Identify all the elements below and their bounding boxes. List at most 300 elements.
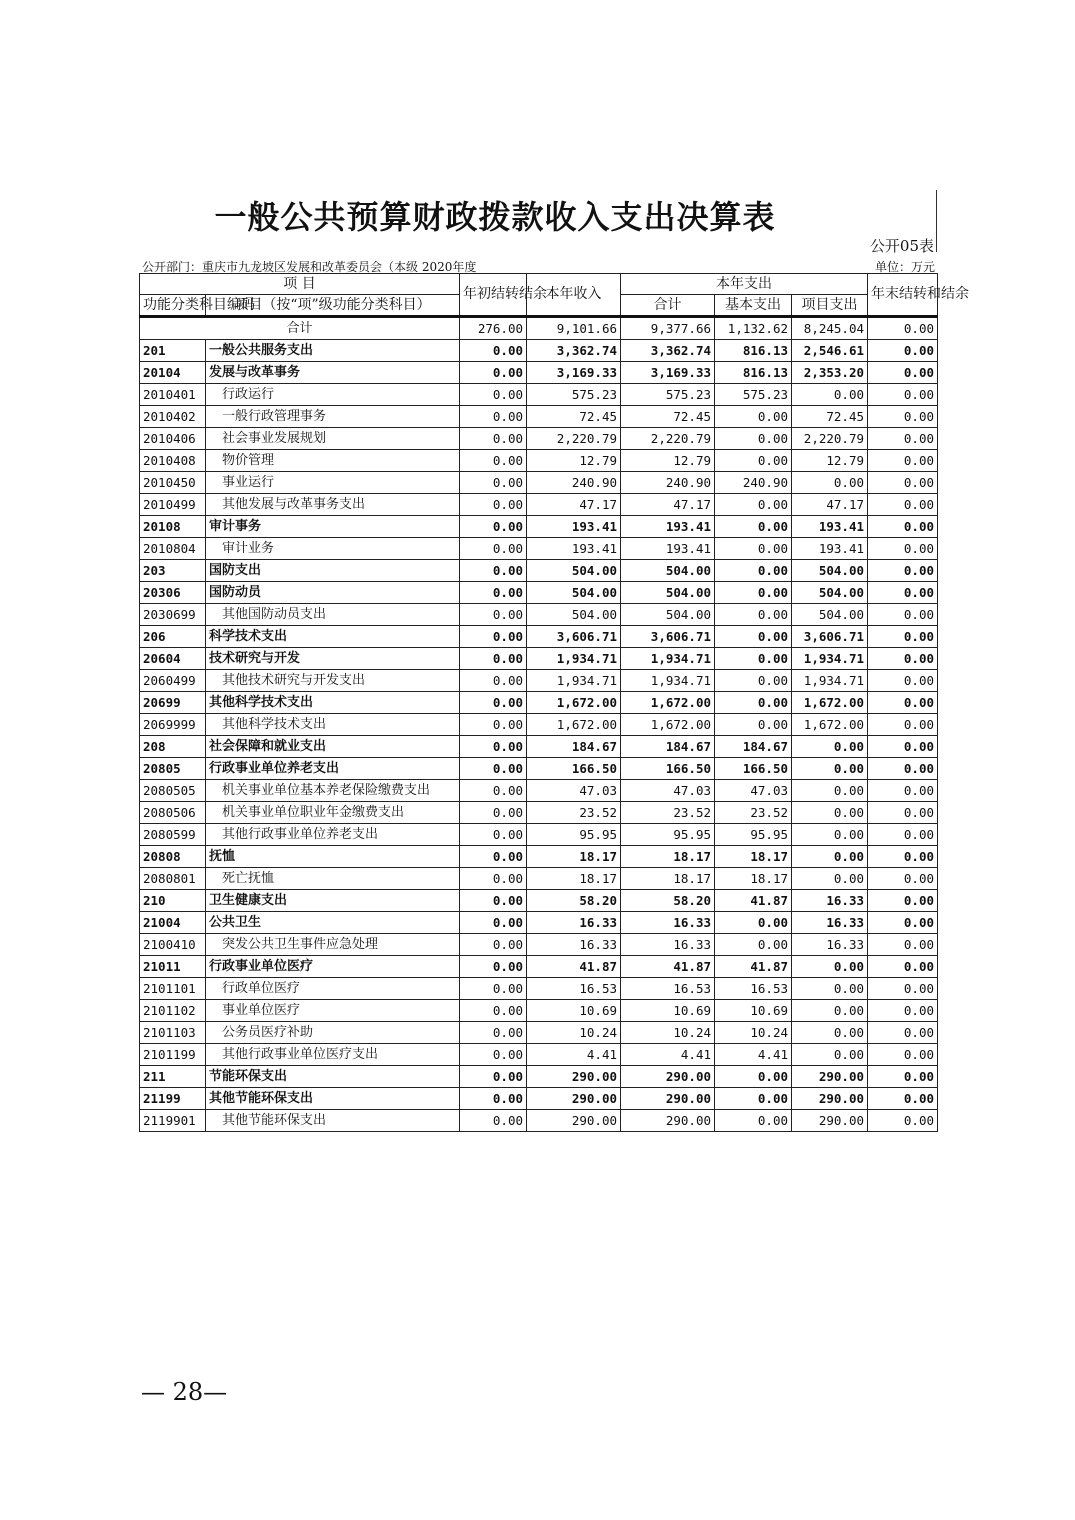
cell-project: 1,934.71 (792, 648, 868, 670)
total-project: 8,245.04 (792, 317, 868, 340)
cell-project: 504.00 (792, 582, 868, 604)
cell-total: 504.00 (621, 582, 715, 604)
cell-basic: 47.03 (715, 780, 792, 802)
cell-project: 290.00 (792, 1088, 868, 1110)
margin-line (936, 190, 937, 252)
cell-code: 2069999 (140, 714, 206, 736)
cell-project: 0.00 (792, 846, 868, 868)
cell-end: 0.00 (868, 494, 938, 516)
cell-code: 20805 (140, 758, 206, 780)
cell-end: 0.00 (868, 736, 938, 758)
cell-project: 1,672.00 (792, 714, 868, 736)
header-expense-group: 本年支出 (621, 274, 868, 295)
cell-project: 1,934.71 (792, 670, 868, 692)
cell-basic: 0.00 (715, 516, 792, 538)
cell-total: 1,672.00 (621, 714, 715, 736)
cell-total: 16.53 (621, 978, 715, 1000)
cell-basic: 41.87 (715, 956, 792, 978)
header-end-balance: 年末结转和结余 (868, 274, 938, 317)
table-row (140, 846, 938, 868)
cell-code: 2010450 (140, 472, 206, 494)
cell-income: 193.41 (527, 516, 621, 538)
cell-basic: 575.23 (715, 384, 792, 406)
cell-project: 290.00 (792, 1066, 868, 1088)
cell-name: 行政运行 (206, 384, 460, 406)
cell-income: 1,672.00 (527, 692, 621, 714)
cell-code: 2010402 (140, 406, 206, 428)
cell-project: 47.17 (792, 494, 868, 516)
cell-total: 23.52 (621, 802, 715, 824)
table-row (140, 692, 938, 714)
cell-project: 2,220.79 (792, 428, 868, 450)
cell-basic: 166.50 (715, 758, 792, 780)
table-row (140, 1088, 938, 1110)
cell-end: 0.00 (868, 472, 938, 494)
cell-code: 206 (140, 626, 206, 648)
cell-project: 16.33 (792, 934, 868, 956)
cell-end: 0.00 (868, 670, 938, 692)
cell-name: 社会事业发展规划 (206, 428, 460, 450)
cell-name: 审计事务 (206, 516, 460, 538)
table-row (140, 582, 938, 604)
cell-name: 其他发展与改革事务支出 (206, 494, 460, 516)
cell-end: 0.00 (868, 1022, 938, 1044)
cell-basic: 0.00 (715, 450, 792, 472)
cell-end: 0.00 (868, 780, 938, 802)
table-row (140, 626, 938, 648)
cell-income: 1,672.00 (527, 714, 621, 736)
cell-project: 0.00 (792, 758, 868, 780)
cell-basic: 0.00 (715, 1066, 792, 1088)
cell-project: 0.00 (792, 824, 868, 846)
cell-income: 240.90 (527, 472, 621, 494)
cell-code: 2010804 (140, 538, 206, 560)
cell-end: 0.00 (868, 1110, 938, 1132)
table-row (140, 538, 938, 560)
cell-total: 58.20 (621, 890, 715, 912)
cell-begin: 0.00 (460, 934, 527, 956)
cell-income: 16.33 (527, 934, 621, 956)
page-title: 一般公共预算财政拨款收入支出决算表 (214, 198, 776, 236)
cell-code: 2080801 (140, 868, 206, 890)
cell-code: 2101102 (140, 1000, 206, 1022)
header-name: 项目（按“项”级功能分类科目） (206, 295, 460, 317)
cell-basic: 0.00 (715, 560, 792, 582)
cell-begin: 0.00 (460, 1000, 527, 1022)
cell-end: 0.00 (868, 604, 938, 626)
cell-end: 0.00 (868, 450, 938, 472)
cell-name: 公共卫生 (206, 912, 460, 934)
cell-project: 0.00 (792, 868, 868, 890)
cell-code: 20604 (140, 648, 206, 670)
header-total: 合计 (621, 295, 715, 317)
cell-code: 2060499 (140, 670, 206, 692)
table-row (140, 1000, 938, 1022)
cell-begin: 0.00 (460, 978, 527, 1000)
cell-begin: 0.00 (460, 516, 527, 538)
cell-project: 504.00 (792, 560, 868, 582)
cell-name: 机关事业单位职业年金缴费支出 (206, 802, 460, 824)
table-row (140, 868, 938, 890)
header-income: 本年收入 (527, 274, 621, 317)
cell-begin: 0.00 (460, 758, 527, 780)
cell-project: 0.00 (792, 1022, 868, 1044)
cell-project: 0.00 (792, 384, 868, 406)
cell-begin: 0.00 (460, 912, 527, 934)
cell-total: 2,220.79 (621, 428, 715, 450)
cell-name: 一般行政管理事务 (206, 406, 460, 428)
cell-basic: 0.00 (715, 1088, 792, 1110)
cell-total: 3,169.33 (621, 362, 715, 384)
cell-income: 575.23 (527, 384, 621, 406)
cell-total: 193.41 (621, 538, 715, 560)
cell-name: 机关事业单位基本养老保险缴费支出 (206, 780, 460, 802)
cell-code: 208 (140, 736, 206, 758)
cell-basic: 95.95 (715, 824, 792, 846)
cell-name: 抚恤 (206, 846, 460, 868)
cell-basic: 0.00 (715, 604, 792, 626)
cell-code: 210 (140, 890, 206, 912)
cell-end: 0.00 (868, 626, 938, 648)
cell-project: 504.00 (792, 604, 868, 626)
form-number: 公开05表 (869, 237, 934, 255)
cell-begin: 0.00 (460, 692, 527, 714)
cell-code: 2080505 (140, 780, 206, 802)
cell-end: 0.00 (868, 1066, 938, 1088)
unit-label: 单位：万元 (874, 260, 935, 274)
cell-begin: 0.00 (460, 494, 527, 516)
cell-code: 2030699 (140, 604, 206, 626)
cell-income: 290.00 (527, 1110, 621, 1132)
total-total: 9,377.66 (621, 317, 715, 340)
cell-basic: 0.00 (715, 934, 792, 956)
cell-code: 20108 (140, 516, 206, 538)
cell-project: 0.00 (792, 1044, 868, 1066)
cell-end: 0.00 (868, 802, 938, 824)
cell-end: 0.00 (868, 362, 938, 384)
cell-begin: 0.00 (460, 472, 527, 494)
cell-income: 58.20 (527, 890, 621, 912)
cell-name: 行政事业单位医疗 (206, 956, 460, 978)
total-label: 合计 (140, 317, 460, 340)
cell-name: 其他科学技术支出 (206, 692, 460, 714)
cell-income: 12.79 (527, 450, 621, 472)
cell-end: 0.00 (868, 340, 938, 362)
cell-code: 2010406 (140, 428, 206, 450)
cell-income: 18.17 (527, 868, 621, 890)
cell-project: 0.00 (792, 780, 868, 802)
cell-project: 0.00 (792, 472, 868, 494)
cell-end: 0.00 (868, 1000, 938, 1022)
cell-total: 12.79 (621, 450, 715, 472)
cell-income: 3,362.74 (527, 340, 621, 362)
total-end: 0.00 (868, 317, 938, 340)
cell-name: 一般公共服务支出 (206, 340, 460, 362)
table-body (140, 317, 938, 1132)
cell-begin: 0.00 (460, 648, 527, 670)
cell-total: 290.00 (621, 1110, 715, 1132)
cell-begin: 0.00 (460, 868, 527, 890)
cell-name: 行政事业单位养老支出 (206, 758, 460, 780)
cell-begin: 0.00 (460, 670, 527, 692)
cell-code: 2010408 (140, 450, 206, 472)
cell-code: 201 (140, 340, 206, 362)
cell-name: 其他节能环保支出 (206, 1110, 460, 1132)
cell-income: 41.87 (527, 956, 621, 978)
cell-project: 0.00 (792, 978, 868, 1000)
table-row (140, 934, 938, 956)
cell-code: 2010499 (140, 494, 206, 516)
header-project: 项目支出 (792, 295, 868, 317)
cell-total: 18.17 (621, 846, 715, 868)
cell-code: 20699 (140, 692, 206, 714)
cell-basic: 23.52 (715, 802, 792, 824)
cell-end: 0.00 (868, 648, 938, 670)
table-row (140, 340, 938, 362)
cell-income: 1,934.71 (527, 670, 621, 692)
cell-total: 1,672.00 (621, 692, 715, 714)
cell-income: 10.24 (527, 1022, 621, 1044)
cell-income: 47.03 (527, 780, 621, 802)
table-row (140, 758, 938, 780)
cell-total: 504.00 (621, 604, 715, 626)
cell-project: 0.00 (792, 802, 868, 824)
cell-name: 卫生健康支出 (206, 890, 460, 912)
cell-total: 10.24 (621, 1022, 715, 1044)
table-row (140, 362, 938, 384)
cell-end: 0.00 (868, 714, 938, 736)
cell-income: 166.50 (527, 758, 621, 780)
cell-basic: 816.13 (715, 362, 792, 384)
cell-total: 16.33 (621, 934, 715, 956)
cell-end: 0.00 (868, 934, 938, 956)
cell-name: 其他国防动员支出 (206, 604, 460, 626)
cell-begin: 0.00 (460, 340, 527, 362)
table-row (140, 472, 938, 494)
cell-code: 2101103 (140, 1022, 206, 1044)
cell-code: 2010401 (140, 384, 206, 406)
cell-begin: 0.00 (460, 560, 527, 582)
cell-end: 0.00 (868, 406, 938, 428)
cell-income: 504.00 (527, 604, 621, 626)
table-row (140, 1110, 938, 1132)
cell-end: 0.00 (868, 428, 938, 450)
total-income: 9,101.66 (527, 317, 621, 340)
cell-end: 0.00 (868, 560, 938, 582)
cell-end: 0.00 (868, 692, 938, 714)
cell-begin: 0.00 (460, 824, 527, 846)
cell-begin: 0.00 (460, 802, 527, 824)
cell-begin: 0.00 (460, 604, 527, 626)
cell-total: 41.87 (621, 956, 715, 978)
cell-total: 1,934.71 (621, 648, 715, 670)
table-row (140, 912, 938, 934)
cell-begin: 0.00 (460, 890, 527, 912)
cell-begin: 0.00 (460, 1044, 527, 1066)
cell-code: 203 (140, 560, 206, 582)
table-row (140, 714, 938, 736)
table-row (140, 736, 938, 758)
cell-total: 72.45 (621, 406, 715, 428)
table-row (140, 824, 938, 846)
cell-project: 16.33 (792, 912, 868, 934)
table-row (140, 450, 938, 472)
cell-name: 发展与改革事务 (206, 362, 460, 384)
table-row (140, 1022, 938, 1044)
cell-begin: 0.00 (460, 1066, 527, 1088)
cell-name: 事业单位医疗 (206, 1000, 460, 1022)
header-item: 项 目 (140, 274, 460, 295)
cell-project: 0.00 (792, 736, 868, 758)
table-row (140, 802, 938, 824)
cell-project: 2,546.61 (792, 340, 868, 362)
cell-total: 4.41 (621, 1044, 715, 1066)
department-label: 公开部门：重庆市九龙坡区发展和改革委员会（本级 2020年度 (142, 260, 477, 274)
cell-code: 21199 (140, 1088, 206, 1110)
cell-basic: 0.00 (715, 582, 792, 604)
cell-basic: 0.00 (715, 538, 792, 560)
cell-total: 18.17 (621, 868, 715, 890)
table-row (140, 648, 938, 670)
cell-income: 23.52 (527, 802, 621, 824)
cell-begin: 0.00 (460, 450, 527, 472)
cell-name: 社会保障和就业支出 (206, 736, 460, 758)
cell-income: 18.17 (527, 846, 621, 868)
cell-basic: 240.90 (715, 472, 792, 494)
cell-income: 184.67 (527, 736, 621, 758)
cell-name: 其他行政事业单位医疗支出 (206, 1044, 460, 1066)
cell-project: 12.79 (792, 450, 868, 472)
table-row (140, 1066, 938, 1088)
cell-project: 0.00 (792, 1000, 868, 1022)
cell-name: 事业运行 (206, 472, 460, 494)
cell-total: 193.41 (621, 516, 715, 538)
cell-end: 0.00 (868, 846, 938, 868)
cell-name: 行政单位医疗 (206, 978, 460, 1000)
cell-basic: 10.24 (715, 1022, 792, 1044)
cell-end: 0.00 (868, 384, 938, 406)
cell-basic: 18.17 (715, 868, 792, 890)
total-begin: 276.00 (460, 317, 527, 340)
cell-code: 2119901 (140, 1110, 206, 1132)
cell-begin: 0.00 (460, 846, 527, 868)
cell-project: 193.41 (792, 538, 868, 560)
cell-project: 2,353.20 (792, 362, 868, 384)
cell-income: 2,220.79 (527, 428, 621, 450)
cell-basic: 0.00 (715, 1110, 792, 1132)
cell-begin: 0.00 (460, 1088, 527, 1110)
cell-basic: 41.87 (715, 890, 792, 912)
table-row (140, 780, 938, 802)
cell-income: 193.41 (527, 538, 621, 560)
header-code: 功能分类科目编码 (140, 295, 206, 317)
cell-income: 10.69 (527, 1000, 621, 1022)
budget-table (139, 273, 970, 1132)
cell-project: 290.00 (792, 1110, 868, 1132)
cell-end: 0.00 (868, 956, 938, 978)
cell-name: 其他科学技术支出 (206, 714, 460, 736)
cell-end: 0.00 (868, 758, 938, 780)
total-basic: 1,132.62 (715, 317, 792, 340)
cell-name: 科学技术支出 (206, 626, 460, 648)
cell-project: 1,672.00 (792, 692, 868, 714)
cell-code: 2101101 (140, 978, 206, 1000)
cell-project: 193.41 (792, 516, 868, 538)
cell-end: 0.00 (868, 582, 938, 604)
cell-name: 其他技术研究与开发支出 (206, 670, 460, 692)
table-header (140, 274, 970, 317)
cell-code: 2101199 (140, 1044, 206, 1066)
cell-code: 21011 (140, 956, 206, 978)
cell-begin: 0.00 (460, 736, 527, 758)
cell-code: 2080506 (140, 802, 206, 824)
cell-total: 16.33 (621, 912, 715, 934)
cell-end: 0.00 (868, 978, 938, 1000)
cell-name: 死亡抚恤 (206, 868, 460, 890)
table-row (140, 428, 938, 450)
cell-total: 10.69 (621, 1000, 715, 1022)
cell-basic: 0.00 (715, 428, 792, 450)
cell-total: 47.17 (621, 494, 715, 516)
cell-income: 3,169.33 (527, 362, 621, 384)
cell-code: 2080599 (140, 824, 206, 846)
header-basic: 基本支出 (715, 295, 792, 317)
cell-total: 3,606.71 (621, 626, 715, 648)
cell-project: 0.00 (792, 956, 868, 978)
cell-basic: 16.53 (715, 978, 792, 1000)
cell-basic: 816.13 (715, 340, 792, 362)
cell-income: 3,606.71 (527, 626, 621, 648)
cell-total: 290.00 (621, 1066, 715, 1088)
cell-end: 0.00 (868, 1088, 938, 1110)
cell-begin: 0.00 (460, 384, 527, 406)
table-row (140, 384, 938, 406)
cell-total: 575.23 (621, 384, 715, 406)
cell-end: 0.00 (868, 868, 938, 890)
cell-name: 审计业务 (206, 538, 460, 560)
cell-name: 国防动员 (206, 582, 460, 604)
cell-basic: 10.69 (715, 1000, 792, 1022)
cell-end: 0.00 (868, 516, 938, 538)
cell-income: 4.41 (527, 1044, 621, 1066)
cell-basic: 0.00 (715, 626, 792, 648)
cell-basic: 0.00 (715, 714, 792, 736)
cell-name: 物价管理 (206, 450, 460, 472)
cell-name: 节能环保支出 (206, 1066, 460, 1088)
cell-name: 其他节能环保支出 (206, 1088, 460, 1110)
cell-code: 20104 (140, 362, 206, 384)
cell-code: 2100410 (140, 934, 206, 956)
cell-income: 504.00 (527, 560, 621, 582)
cell-begin: 0.00 (460, 538, 527, 560)
table-row (140, 406, 938, 428)
table-row (140, 956, 938, 978)
cell-total: 3,362.74 (621, 340, 715, 362)
cell-total: 1,934.71 (621, 670, 715, 692)
cell-basic: 0.00 (715, 692, 792, 714)
cell-begin: 0.00 (460, 626, 527, 648)
cell-end: 0.00 (868, 1044, 938, 1066)
cell-income: 16.53 (527, 978, 621, 1000)
cell-total: 290.00 (621, 1088, 715, 1110)
cell-begin: 0.00 (460, 362, 527, 384)
table-row (140, 604, 938, 626)
table-row (140, 494, 938, 516)
cell-basic: 18.17 (715, 846, 792, 868)
cell-name: 突发公共卫生事件应急处理 (206, 934, 460, 956)
header-begin-balance: 年初结转结余 (460, 274, 527, 317)
cell-income: 72.45 (527, 406, 621, 428)
